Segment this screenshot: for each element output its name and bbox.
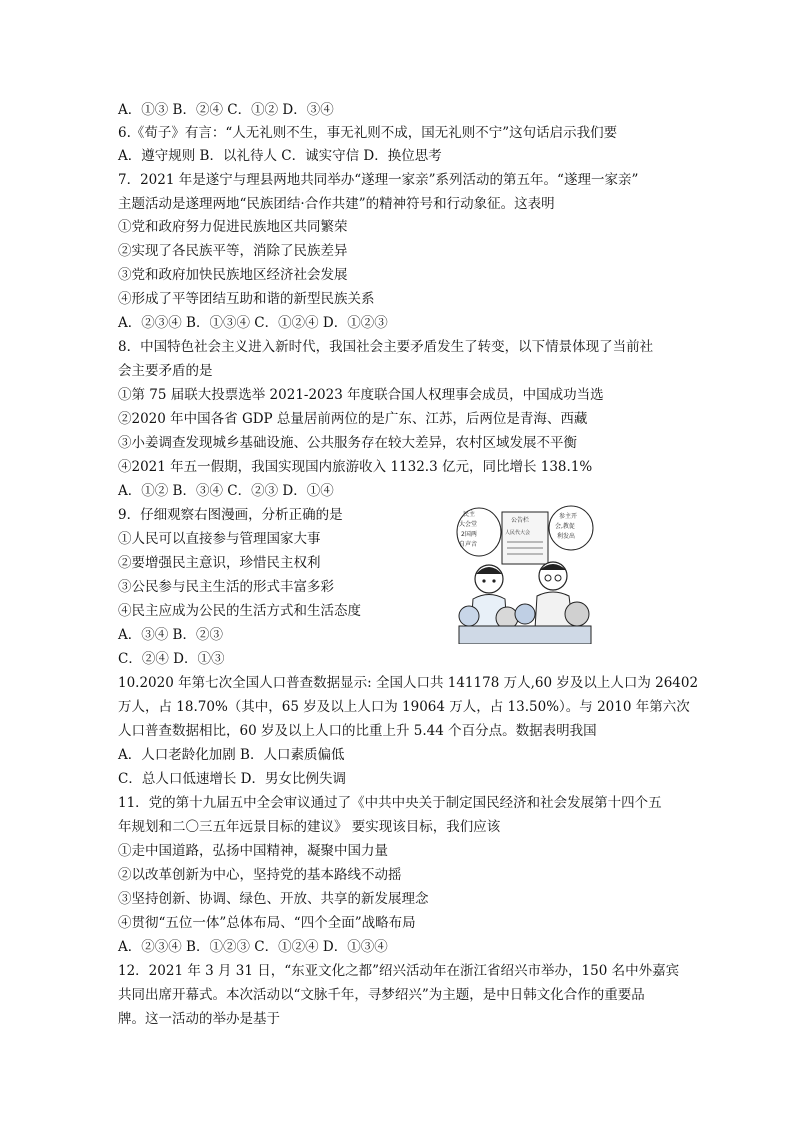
q5-options: A．①③ B．②④ C．①② D．③④ — [118, 102, 334, 118]
q12-stem-line2: 共同出席开幕式。本次活动以“文脉千年，寻梦绍兴”为主题，是中日韩文化合作的重要品 — [118, 987, 645, 1003]
q8-statement-4: ④2021 年五一假期，我国实现国内旅游收入 1132.3 亿元，同比增长 138.1% — [118, 459, 593, 475]
q7-statement-3: ③党和政府加快民族地区经济社会发展 — [118, 267, 348, 283]
q9-statement-2: ②要增强民主意识，珍惜民主权利 — [118, 555, 321, 571]
q9-statement-4: ④民主应成为公民的生活方式和生活态度 — [118, 603, 361, 619]
q10-options-line1: A．人口老龄化加剧 B．人口素质偏低 — [118, 747, 345, 763]
svg-text:会,教促: 会,教促 — [555, 523, 575, 530]
q10-stem-line1: 10.2020 年第七次全国人口普查数据显示: 全国人口共 141178 万人,60 岁及以上人口为 26402 — [118, 675, 699, 691]
svg-text:人民代大会: 人民代大会 — [505, 530, 531, 536]
bubble-left — [457, 508, 501, 556]
svg-text:参主开: 参主开 — [559, 513, 578, 520]
q11-statement-3: ③坚持创新、协调、绿色、开放、共享的新发展理念 — [118, 891, 429, 907]
q11-statement-1: ①走中国道路，弘扬中国精神，凝聚中国力量 — [118, 843, 388, 859]
svg-text:利发出: 利发出 — [557, 533, 576, 540]
q6-stem: 6.《荀子》有言：“人无礼则不生，事无礼则不成，国无礼则不宁”这句话启示我们要 — [118, 125, 618, 141]
notice-board — [502, 512, 548, 564]
q11-stem-line1: 11．党的第十九届五中全会审议通过了《中共中央关于制定国民经济和社会发展第十四个五 — [118, 795, 662, 811]
q8-options: A．①② B．③④ C．②③ D．①④ — [118, 483, 334, 499]
q7-stem-line1: 7．2021 年是遂宁与理县两地共同举办“遂理一家亲”系列活动的第五年。“遂理一家亲” — [118, 172, 639, 188]
q8-stem-line2: 会主要矛盾的是 — [118, 363, 213, 379]
bubble-right — [549, 506, 593, 550]
q7-stem-line2: 主题活动是遂理两地“民族团结·合作共建”的精神符号和行动象征。这表明 — [118, 196, 555, 212]
q9-statement-3: ③公民参与民主生活的形式丰富多彩 — [118, 579, 334, 595]
q7-statement-4: ④形成了平等团结互助和谐的新型民族关系 — [118, 291, 375, 307]
q12-stem-line3: 牌。这一活动的举办是基于 — [118, 1011, 280, 1027]
q10-options-line2: C．总人口低速增长 D．男女比例失调 — [118, 771, 346, 787]
q11-statement-4: ④贯彻“五位一体”总体布局、“四个全面”战略布局 — [118, 915, 416, 931]
q11-statement-2: ②以改革创新为中心，坚持党的基本路线不动摇 — [118, 867, 402, 883]
q9-options-line2: C．②④ D．①③ — [118, 651, 225, 667]
q9-statement-1: ①人民可以直接参与管理国家大事 — [118, 531, 321, 547]
q10-stem-line2: 万人，占 18.70%（其中，65 岁及以上人口为 19064 万人，占 13.50%）。与 2010 年第六次 — [118, 699, 690, 715]
svg-text:公告栏: 公告栏 — [511, 517, 530, 524]
democracy-cartoon — [455, 504, 595, 644]
q11-options: A．②③④ B．①②③ C．①②④ D．①③④ — [118, 939, 388, 955]
q9-stem: 9．仔细观察右图漫画，分析正确的是 — [118, 507, 343, 523]
q8-statement-2: ②2020 年中国各省 GDP 总量居前两位的是广东、江苏，后两位是青海、西藏 — [118, 411, 588, 427]
q12-stem-line1: 12．2021 年 3 月 31 日，“东亚文化之都”绍兴活动年在浙江省绍兴市举办，150 名中外嘉宾 — [118, 963, 680, 979]
q6-options: A．遵守规则 B．以礼待人 C．诚实守信 D．换位思考 — [118, 148, 442, 164]
svg-text:民主: 民主 — [463, 511, 476, 518]
q9-options-line1: A．③④ B．②③ — [118, 627, 223, 643]
svg-text:大会堂: 大会堂 — [459, 521, 478, 528]
q11-stem-line2: 年规划和二〇三五年远景目标的建议》 要实现该目标，我们应该 — [118, 819, 501, 835]
q8-statement-3: ③小姜调查发现城乡基础设施、公共服务存在较大差异，农村区域发展不平衡 — [118, 435, 577, 451]
q7-options: A．②③④ B．①③④ C．①②④ D．①②③ — [118, 315, 388, 331]
svg-text:自声音: 自声音 — [459, 541, 478, 548]
q7-statement-1: ①党和政府努力促进民族地区共同繁荣 — [118, 219, 348, 235]
svg-text:2国两: 2国两 — [461, 531, 477, 538]
q7-statement-2: ②实现了各民族平等，消除了民族差异 — [118, 243, 348, 259]
q8-statement-1: ①第 75 届联大投票选举 2021-2023 年度联合国人权理事会成员，中国成功当选 — [118, 387, 604, 403]
q10-stem-line3: 人口普查数据相比，60 岁及以上人口的比重上升 5.44 个百分点。数据表明我国 — [118, 723, 597, 739]
q8-stem-line1: 8．中国特色社会主义进入新时代，我国社会主要矛盾发生了转变，以下情景体现了当前社 — [118, 339, 654, 355]
